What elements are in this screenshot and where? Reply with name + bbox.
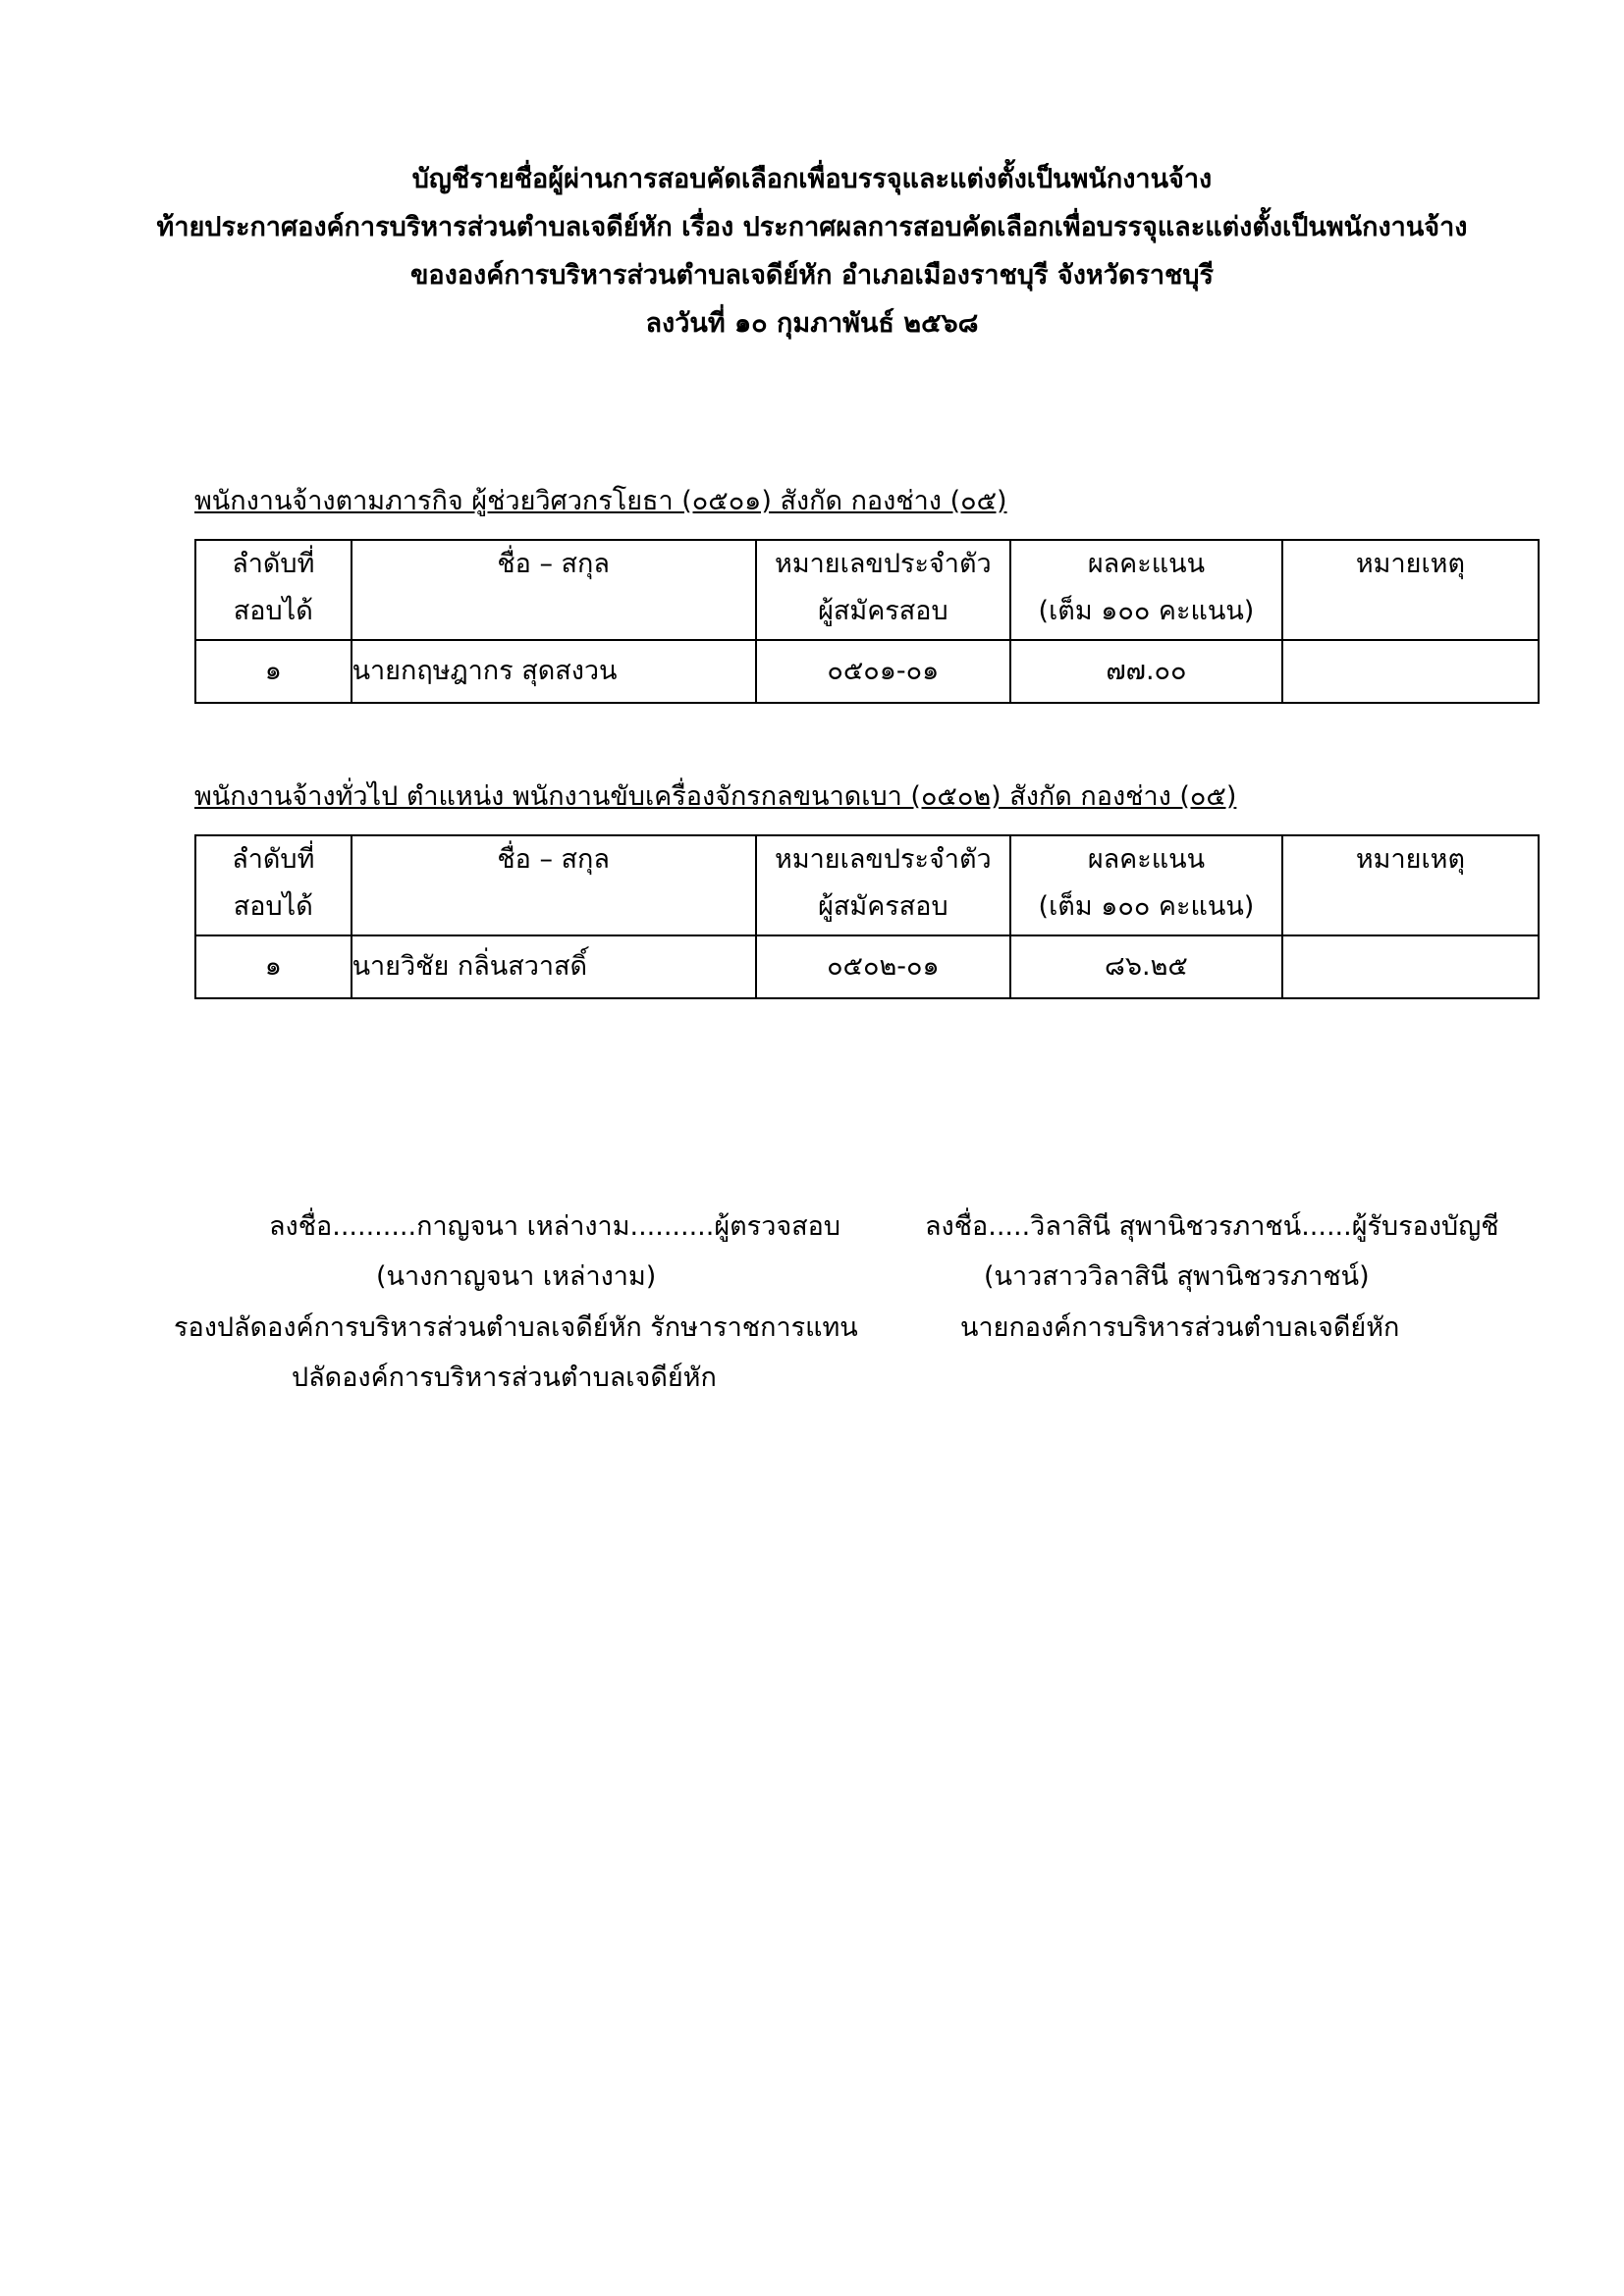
header-applicant-id xyxy=(756,835,1010,935)
header-id-line1: หมายเลขประจำตัว xyxy=(775,549,992,579)
table-row xyxy=(195,935,1539,998)
title-date: ลงวันที่ ๑๐ กุมภาพันธ์ ๒๕๖๘ xyxy=(645,308,979,339)
header-score xyxy=(1010,540,1282,640)
table-header-row xyxy=(195,540,1539,640)
signature-right-sign-line: ลงชื่อ.....วิลาสินี สุพานิชวรภาชน์......ผู้รับรองบัญชี xyxy=(925,1211,1499,1242)
header-name xyxy=(352,540,756,640)
signature-left-sign-line: ลงชื่อ..........กาญจนา เหล่างาม..........ผู้ตรวจสอบ xyxy=(269,1211,841,1242)
cell-applicant-id: ๐๕๐๑-๐๑ xyxy=(756,640,1010,703)
cell-note xyxy=(1282,935,1539,998)
header-name xyxy=(352,835,756,935)
title-line-3: ขององค์การบริหารส่วนตำบลเจดีย์หัก อำเภอเมืองราชบุรี จังหวัดราชบุรี xyxy=(409,260,1215,291)
cell-name: นายวิชัย กลิ่นสวาสดิ์ xyxy=(352,935,756,998)
header-name-text: ชื่อ – สกุล xyxy=(497,549,610,579)
cell-rank: ๑ xyxy=(195,640,352,703)
signature-right-name: (นาวสาววิลาสินี สุพานิชวรภาชน์) xyxy=(984,1261,1370,1292)
section-2-heading: พนักงานจ้างทั่วไป ตำแหน่ง พนักงานขับเครื่องจักรกลขนาดเบา (๐๕๐๒) สังกัด กองช่าง (๐๕) xyxy=(194,781,1237,812)
header-rank xyxy=(195,835,352,935)
header-id-line2: ผู้สมัครสอบ xyxy=(818,891,948,922)
header-id-line1: หมายเลขประจำตัว xyxy=(775,844,992,875)
table-row xyxy=(195,640,1539,703)
header-name-text: ชื่อ – สกุล xyxy=(497,844,610,875)
header-score-line2: (เต็ม ๑๐๐ คะแนน) xyxy=(1038,596,1255,626)
header-note-text: หมายเหตุ xyxy=(1355,549,1466,579)
header-rank-line1: ลำดับที่ xyxy=(232,549,315,579)
cell-note xyxy=(1282,640,1539,703)
header-rank-line2: สอบได้ xyxy=(233,891,313,922)
signature-right-position: นายกองค์การบริหารส่วนตำบลเจดีย์หัก xyxy=(960,1312,1400,1343)
header-id-line2: ผู้สมัครสอบ xyxy=(818,596,948,626)
cell-name: นายกฤษฎากร สุดสงวน xyxy=(352,640,756,703)
section-1-table xyxy=(194,539,1540,704)
cell-score: ๗๗.๐๐ xyxy=(1010,640,1282,703)
header-rank-line1: ลำดับที่ xyxy=(232,844,315,875)
section-2-table xyxy=(194,834,1540,999)
cell-applicant-id: ๐๕๐๒-๐๑ xyxy=(756,935,1010,998)
header-score-line2: (เต็ม ๑๐๐ คะแนน) xyxy=(1038,891,1255,922)
header-note xyxy=(1282,540,1539,640)
header-rank-line2: สอบได้ xyxy=(233,596,313,626)
table-header-row xyxy=(195,835,1539,935)
cell-score: ๘๖.๒๕ xyxy=(1010,935,1282,998)
section-1-heading: พนักงานจ้างตามภารกิจ ผู้ช่วยวิศวกรโยธา (๐๕๐๑) สังกัด กองช่าง (๐๕) xyxy=(194,486,1007,516)
signature-left-position-1: รองปลัดองค์การบริหารส่วนตำบลเจดีย์หัก รักษาราชการแทน xyxy=(174,1312,858,1343)
title-line-1: บัญชีรายชื่อผู้ผ่านการสอบคัดเลือกเพื่อบรรจุและแต่งตั้งเป็นพนักงานจ้าง xyxy=(411,164,1213,194)
signature-left-position-2: ปลัดองค์การบริหารส่วนตำบลเจดีย์หัก xyxy=(292,1362,717,1393)
header-note xyxy=(1282,835,1539,935)
title-line-2: ท้ายประกาศองค์การบริหารส่วนตำบลเจดีย์หัก เรื่อง ประกาศผลการสอบคัดเลือกเพื่อบรรจุและแต่งตั้งเป็นพนักงานจ้าง xyxy=(156,212,1468,242)
header-score xyxy=(1010,835,1282,935)
header-applicant-id xyxy=(756,540,1010,640)
header-score-line1: ผลคะแนน xyxy=(1087,844,1206,875)
cell-rank: ๑ xyxy=(195,935,352,998)
signature-left-name: (นางกาญจนา เหล่างาม) xyxy=(376,1261,657,1292)
header-rank xyxy=(195,540,352,640)
header-note-text: หมายเหตุ xyxy=(1355,844,1466,875)
document-title xyxy=(0,155,1624,347)
header-score-line1: ผลคะแนน xyxy=(1087,549,1206,579)
